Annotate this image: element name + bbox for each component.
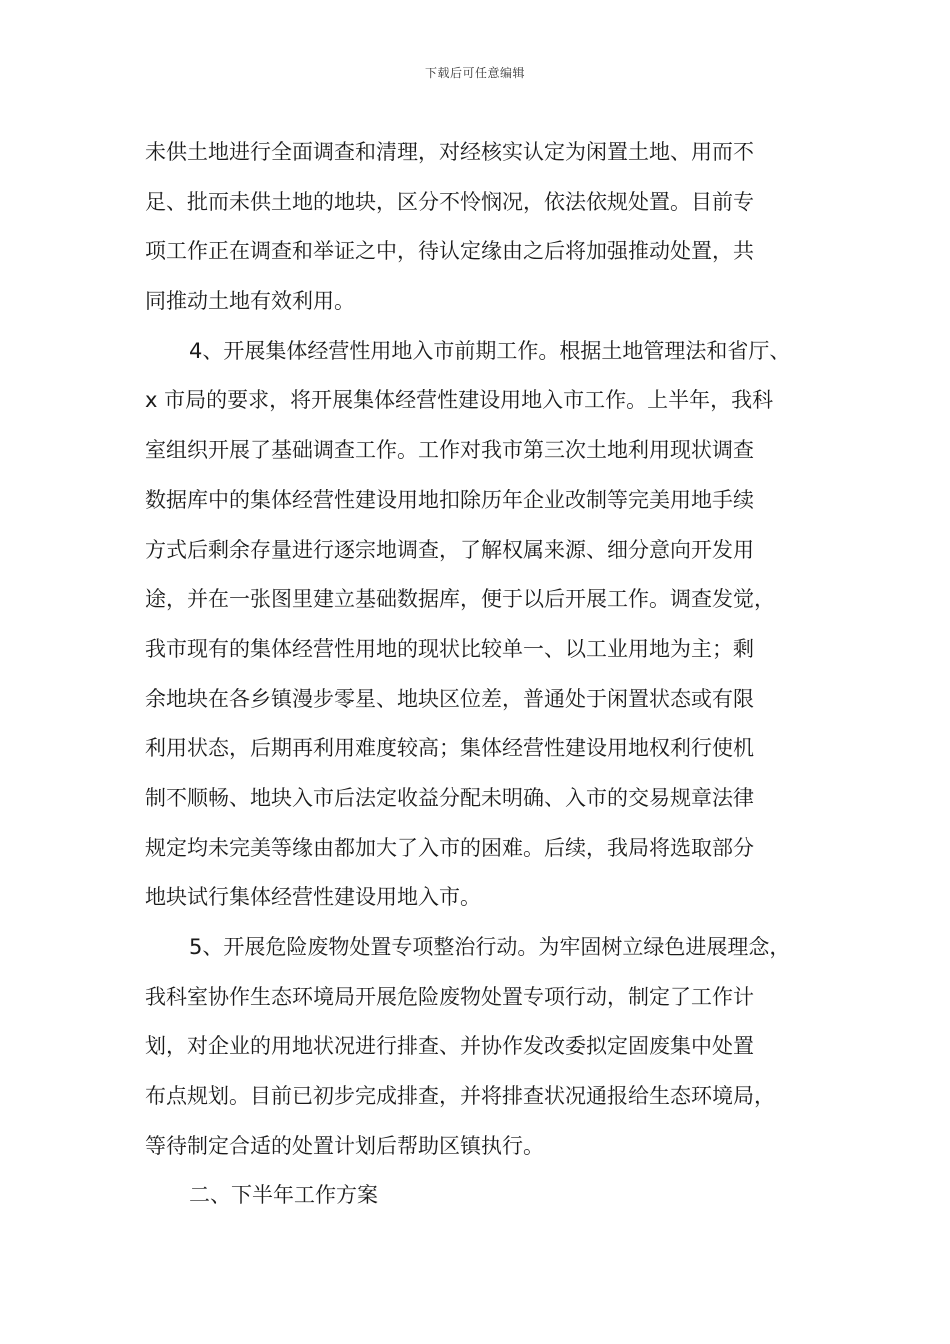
section-heading: 二、下半年工作方案 xyxy=(189,1183,378,1208)
text-line: 足、批而未供土地的地块，区分不怜悯况，依法依规处置。目前专 xyxy=(145,189,754,214)
text-line: 途，并在一张图里建立基础数据库，便于以后开展工作。调查发觉， xyxy=(145,587,775,612)
text-line: 方式后剩余存量进行逐宗地调查，了解权属来源、细分意向开发用 xyxy=(145,537,754,562)
text-line: 划，对企业的用地状况进行排查、并协作发改委拟定固废集中处置 xyxy=(145,1034,754,1059)
document-body xyxy=(145,128,821,1221)
text-line: 我市现有的集体经营性用地的现状比较单一、以工业用地为主；剩 xyxy=(145,636,754,661)
text-line: 制不顺畅、地块入市后法定收益分配未明确、入市的交易规章法律 xyxy=(145,785,754,810)
text-line: 数据库中的集体经营性建设用地扣除历年企业改制等完美用地手续 xyxy=(145,487,754,512)
text-line: 规定均未完美等缘由都加大了入市的困难。后续，我局将选取部分 xyxy=(145,835,754,860)
text-line: 室组织开展了基础调查工作。工作对我市第三次土地利用现状调查 xyxy=(145,438,754,463)
text-line: 同推动土地有效利用。 xyxy=(145,289,355,314)
text-line: 余地块在各乡镇漫步零星、地块区位差，普通处于闲置状态或有限 xyxy=(145,686,754,711)
text-line: 地块试行集体经营性建设用地入市。 xyxy=(145,885,481,910)
text-line: 布点规划。目前已初步完成排查，并将排查状况通报给生态环境局， xyxy=(145,1084,775,1109)
text-line: 未供土地进行全面调查和清理，对经核实认定为闲置土地、用而不 xyxy=(145,140,754,164)
text-line: 等待制定合适的处置计划后帮助区镇执行。 xyxy=(145,1133,544,1158)
text-line: 利用状态，后期再利用难度较高；集体经营性建设用地权利行使机 xyxy=(145,736,754,761)
header-text: 下载后可任意编辑 xyxy=(424,66,525,80)
paragraph-start-line: 4、开展集体经营性用地入市前期工作。根据土地管理法和省厅、 xyxy=(189,338,791,363)
text-line: 我科室协作生态环境局开展危险废物处置专项行动，制定了工作计 xyxy=(145,984,754,1009)
page-header xyxy=(0,64,950,81)
text-line: x 市局的要求，将开展集体经营性建设用地入市工作。上半年，我科 xyxy=(145,388,774,413)
text-line: 项工作正在调查和举证之中，待认定缘由之后将加强推动处置，共 xyxy=(145,239,754,264)
paragraph-start-line: 5、开展危险废物处置专项整治行动。为牢固树立绿色进展理念， xyxy=(189,935,791,959)
